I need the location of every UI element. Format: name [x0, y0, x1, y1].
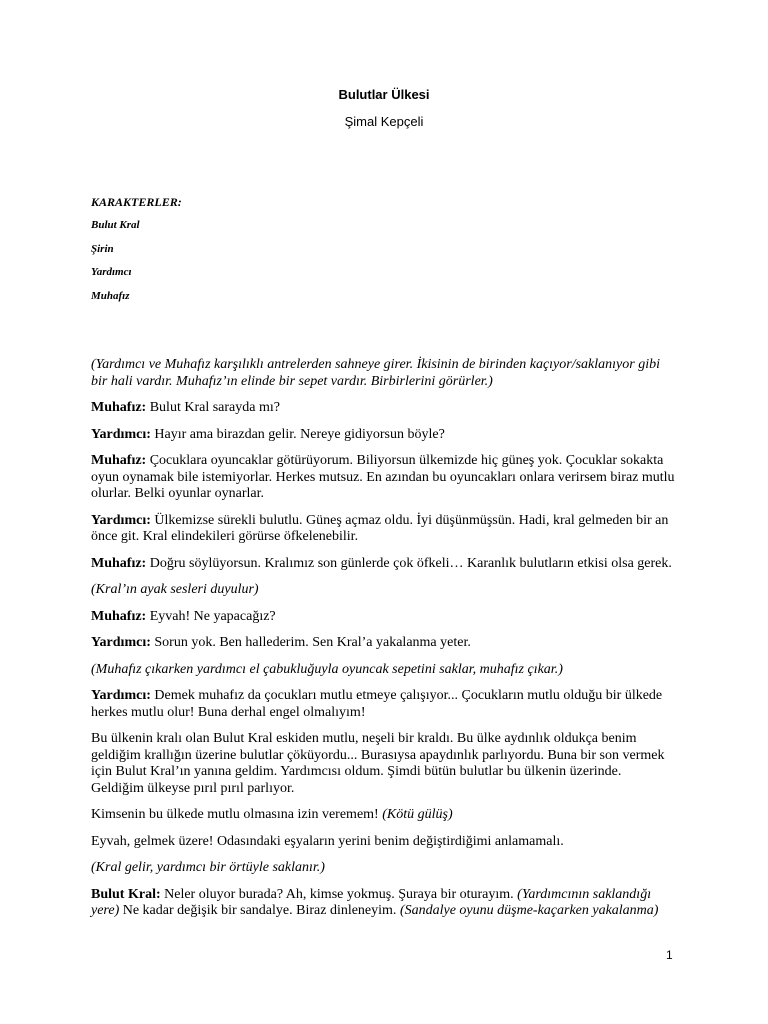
character-item: Şirin [91, 242, 114, 255]
dialogue-text: Ülkemizse sürekli bulutlu. Güneş açmaz oldu. İyi düşünmüşsün. Hadi, kral gelmeden bir an önce git. Kral elindekileri görürse öfkelenebilir. [91, 512, 669, 544]
dialogue-line [91, 609, 676, 626]
dialogue-line [91, 887, 676, 920]
dialogue-text: Çocuklara oyuncaklar götürüyorum. Biliyorsun ülkemizde hiç güneş yok. Çocuklar sokakta oyun oynamak bile istemiyorlar. Herkes mutsuz. En azından bu oyuncakları onlara verirsem biraz mutlu olurlar. Belki oyunlar oynarlar. [91, 453, 675, 501]
speaker-name: Muhafız: [91, 555, 147, 571]
page-number: 1 [666, 948, 673, 962]
dialogue-line [91, 400, 676, 417]
speaker-name: Yardımcı: [91, 426, 151, 442]
play-title: Bulutlar Ülkesi [338, 87, 430, 102]
dialogue-text: Kimsenin bu ülkede mutlu olmasına izin veremem! [91, 807, 383, 822]
dialogue-text: Doğru söylüyorsun. Kralımız son günlerde çok öfkeli… Karanlık bulutların etkisi olsa gerek. [146, 555, 672, 571]
speaker-name: Muhafız: [91, 453, 147, 468]
inline-stage-direction: (Yardımcının saklandığı yere) [91, 886, 652, 918]
speaker-name: Bulut Kral: [91, 886, 161, 902]
dialogue-line [91, 513, 676, 546]
inline-stage-direction: (Sandalye oyunu düşme-kaçarken yakalanma) [399, 903, 659, 918]
author-name: Şimal Kepçeli [344, 114, 424, 129]
dialogue-paragraph: Bu ülkenin kralı olan Bulut Kral eskiden mutlu, neşeli bir kraldı. Bu ülke aydınlık oldukça benim geldiğim krallığın üzerine bulutlar çöküyordu... Burasıysa apaydınlık parlıyordu. Buna bir son vermek için Bulut Kral’ın yanına geldim. Yardımcısı oldum. Şimdi bütün bulutlar bu ülkenin üzerinde. Geldiğim ülkeyse pırıl pırıl parlıyor. [91, 731, 665, 796]
speaker-name: Yardımcı: [91, 688, 151, 703]
stage-direction: (Kral’ın ayak sesleri duyulur) [91, 582, 259, 597]
dialogue-text: Ne kadar değişik bir sandalye. Biraz dinleneyim. [119, 903, 400, 918]
script-body [91, 357, 676, 930]
dialogue-text: Bulut Kral sarayda mı? [146, 400, 280, 415]
stage-direction: (Muhafız çıkarken yardımcı el çabukluğuyla oyuncak sepetini saklar, muhafız çıkar.) [91, 661, 563, 677]
speaker-name: Yardımcı: [91, 635, 151, 650]
character-item: Bulut Kral [91, 219, 140, 231]
dialogue-text: Hayır ama birazdan gelir. Nereye gidiyorsun böyle? [150, 426, 445, 442]
inline-stage-direction: (Kötü gülüş) [382, 807, 453, 822]
dialogue-line [91, 688, 676, 721]
speaker-name: Muhafız: [91, 400, 147, 415]
dialogue-text: Neler oluyor burada? Ah, kimse yokmuş. Şuraya bir oturayım. [160, 886, 518, 902]
dialogue-paragraph: Eyvah, gelmek üzere! Odasındaki eşyaların yerini benim değiştirdiğimi anlamamalı. [91, 833, 564, 849]
dialogue-text: Sorun yok. Ben hallederim. Sen Kral’a yakalanma yeter. [150, 635, 471, 650]
character-item: Muhafız [91, 289, 130, 302]
dialogue-line [91, 427, 676, 444]
characters-list [91, 195, 182, 312]
dialogue-line [91, 556, 676, 573]
stage-direction: (Kral gelir, yardımcı bir örtüyle saklanır.) [91, 860, 325, 875]
dialogue-line [91, 635, 676, 652]
character-item: Yardımcı [91, 266, 132, 278]
speaker-name: Yardımcı: [91, 512, 151, 528]
dialogue-paragraph [91, 807, 676, 824]
speaker-name: Muhafız: [91, 608, 147, 624]
stage-direction: (Yardımcı ve Muhafız karşılıklı antrelerden sahneye girer. İkisinin de birinden kaçıyor/saklanıyor gibi bir hali vardır. Muhafız’ın elinde bir sepet vardır. Birbirlerini görürler.) [91, 357, 660, 389]
dialogue-line [91, 453, 676, 503]
dialogue-text: Demek muhafız da çocukları mutlu etmeye çalışıyor... Çocukların mutlu olduğu bir ülkede herkes mutlu olur! Buna derhal engel olmalıyım! [91, 688, 663, 720]
characters-heading: KARAKTERLER: [91, 195, 182, 209]
dialogue-text: Eyvah! Ne yapacağız? [146, 608, 276, 624]
